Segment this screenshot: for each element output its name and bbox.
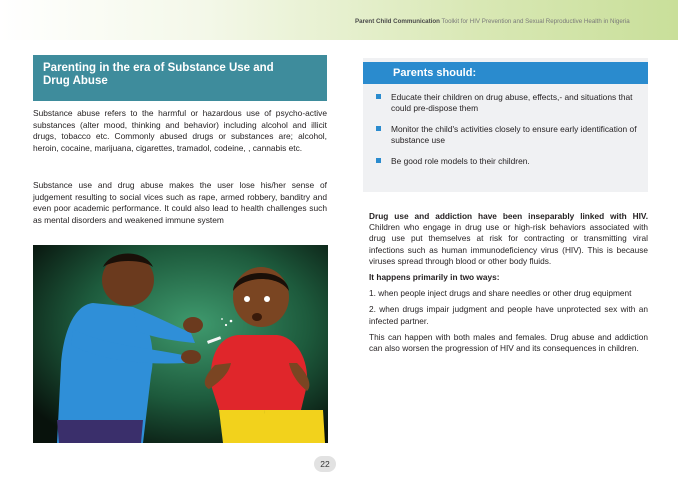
page-number: 22	[314, 456, 336, 472]
list-item	[376, 156, 641, 167]
intro-paragraph: Substance abuse refers to the harmful or hazardous use of psycho-active substances (alter mood, thinking and behavior) including alcohol and illicit drugs, tobacco etc. Commonly abused drugs or substances are; alcohol, heroin, cocaine, marijuana, cigarettes, tramadol, codeine, , cannabis etc.	[33, 108, 327, 153]
section-title-box	[33, 55, 327, 101]
way-two: 2. when drugs impair judgment and people have unprotected sex with an infected partner.	[369, 304, 648, 326]
section-title: Parenting in the era of Substance Use and Drug Abuse	[43, 62, 274, 87]
hiv-link-paragraph	[369, 211, 648, 267]
hiv-lead-rest: Children who engage in drug use or high-risk behaviors associated with drug use put themselves at risk for contracting or transmitting viral infections such as human immunodeficiency virus (HIV). This is because viruses spread through blood or other body fluids.	[369, 222, 648, 266]
header-bold: Parent Child Communication	[355, 18, 440, 25]
parents-heading: Parents should:	[363, 62, 648, 84]
list-item-text: Be good role models to their children.	[391, 156, 530, 166]
parents-list	[376, 92, 641, 167]
way-one: 1. when people inject drugs and share needles or other drug equipment	[369, 288, 632, 299]
ways-heading: It happens primarily in two ways:	[369, 272, 500, 283]
bullet-square-icon	[376, 94, 381, 99]
list-item	[376, 124, 641, 145]
list-item-text: Monitor the child's activities closely to ensure early identification of substance use	[391, 124, 637, 145]
bullet-square-icon	[376, 158, 381, 163]
hiv-link-section	[369, 211, 648, 359]
bullet-square-icon	[376, 126, 381, 131]
list-item	[376, 92, 641, 113]
header-rest: Toolkit for HIV Prevention and Sexual Reproductive Health in Nigeria	[439, 18, 630, 25]
hiv-lead-bold: Drug use and addiction have been inseparably linked with HIV.	[369, 211, 648, 221]
consequences-paragraph: Substance use and drug abuse makes the user lose his/her sense of judgement resulting to social vices such as rape, armed robbery, banditry and even poor academic performance. It could also lead to health challenges such as mental disorders and weakened immune system	[33, 180, 327, 225]
running-header	[355, 18, 630, 25]
list-item-text: Educate their children on drug abuse, effects,- and situations that could pre-dispose them	[391, 92, 633, 113]
illustration	[33, 245, 328, 443]
closing-paragraph: This can happen with both males and females. Drug abuse and addiction can also worsen the progression of HIV and its consequences in children.	[369, 331, 648, 354]
